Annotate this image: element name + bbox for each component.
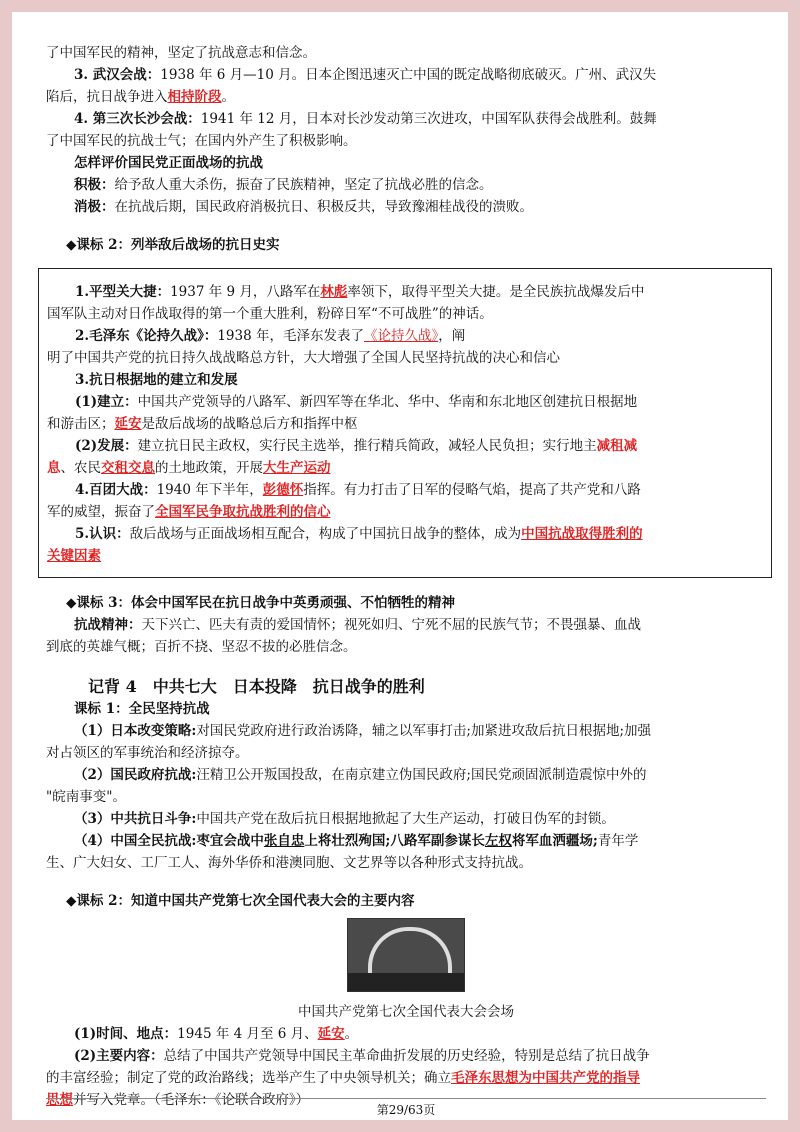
hundred-regiments (47, 479, 763, 501)
page-content (46, 42, 766, 1111)
text: 。 (344, 1026, 359, 1042)
wuhan-battle-cont (46, 86, 766, 108)
rear-battlefield-box (38, 268, 772, 578)
develop (47, 435, 763, 457)
text: 建立抗日民主政权，实行民主选举，推行精兵简政，减轻人民负担；实行地主 (137, 438, 597, 454)
item-4-label: （4）中国全民抗战: (74, 833, 197, 849)
main-label: (2)主要内容： (74, 1048, 164, 1064)
zuo-quan: 左权 (484, 833, 512, 849)
eval-title (46, 152, 766, 174)
spirit-cont: 到底的英雄气概；百折不挠、坚忍不拔的必胜信念。 (46, 639, 357, 655)
pingxingguan-cont: 国军队主动对日作战取得的第一个重大胜利，粉碎日军“不可战胜”的神话。 (47, 306, 493, 322)
stage-shape (348, 973, 464, 991)
standard-3-heading: ◆课标 3：体会中国军民在抗日战争中英勇顽强、不怕牺牲的精神 (66, 595, 455, 611)
main-content (46, 1045, 766, 1067)
key-factor: 中国抗战取得胜利的 (521, 526, 643, 542)
on-protracted-war: 《论持久战》 (364, 328, 439, 344)
text-line: 了中国军民的精神，坚定了抗战意志和信念。 (46, 45, 316, 61)
standard-1-heading: 课标 1：全民坚持抗战 (74, 701, 210, 717)
develop-cont (47, 457, 763, 479)
punct: 。 (221, 89, 235, 105)
hundred-regiments-cont (47, 501, 763, 523)
key-factor-end: 关键因素 (47, 548, 101, 564)
changsha-cont: 了中国军民的抗战士气；在国内外产生了积极影响。 (46, 133, 357, 149)
text: 的丰富经验；制定了党的政治路线；选举产生了中央领导机关；确立 (46, 1070, 451, 1086)
mao-thought: 毛泽东思想为中国共产党的指导 (451, 1070, 640, 1086)
positive-eval (46, 174, 766, 196)
establish-cont (47, 413, 763, 435)
rent-reduction-end: 息 (47, 460, 61, 476)
protracted-war-title: 2.毛泽东《论持久战》： (75, 328, 218, 344)
rent-reduction: 减租减 (596, 438, 638, 454)
spirit-label: 抗战精神： (74, 617, 142, 633)
establish (47, 391, 763, 413)
section-heading: 记背 4 中共七大 日本投降 抗日战争的胜利 (88, 677, 425, 696)
text: 青年学 (597, 833, 639, 849)
standard-2-heading: ◆课标 2：列举敌后战场的抗日史实 (66, 237, 280, 253)
text: 上将壮烈殉国;八路军副参谋长 (304, 833, 485, 849)
base-areas-title (47, 369, 763, 391)
text: 1945 年 4 月至 6 月、 (177, 1026, 318, 1042)
pingxingguan (47, 281, 763, 303)
text: 和游击区； (47, 416, 115, 432)
positive-label: 积极： (74, 177, 115, 193)
text: 天下兴亡、匹夫有责的爱国情怀；视死如归、宁死不屈的民族气节；不畏强暴、血战 (141, 617, 641, 633)
develop-label: (2)发展： (75, 438, 138, 454)
congress-hall-photo (347, 918, 465, 992)
stalemate-stage: 相持阶段 (167, 89, 222, 105)
item-2-cont: "皖南事变"。 (46, 789, 126, 805)
item-2-label: （2）国民政府抗战: (74, 767, 197, 783)
eval-title-text: 怎样评价国民党正面战场的抗战 (74, 155, 263, 171)
negative-label: 消极： (74, 199, 115, 215)
time-label: (1)时间、地点： (74, 1026, 178, 1042)
text: 中国共产党在敌后抗日根据地掀起了大生产运动，打破日伪军的封锁。 (196, 811, 615, 827)
production-movement: 大生产运动 (263, 460, 331, 476)
item-4 (46, 830, 766, 852)
item-3 (46, 808, 766, 830)
main-content-cont (46, 1067, 766, 1089)
text: 1940 年下半年， (156, 482, 263, 498)
text: 汪精卫公开叛国投敌，在南京建立伪国民政府;国民党顽固派制造震惊中外的 (196, 767, 647, 783)
recognition-title: 5.认识： (75, 526, 130, 542)
text: 中国共产党领导的八路军、新四军等在华北、华中、华南和东北地区创建抗日根据地 (137, 394, 638, 410)
text: 是敌后战场的战略总后方和指挥中枢 (141, 416, 358, 432)
item-1-label: （1）日本改变策略: (74, 723, 197, 739)
yanan-2: 延安 (317, 1026, 345, 1042)
mao-thought-end: 思想 (46, 1092, 73, 1108)
congress-photo-wrap (46, 918, 766, 999)
peng-dehuai: 彭德怀 (262, 482, 304, 498)
text: 敌后战场与正面战场相互配合，构成了中国抗日战争的整体，成为 (129, 526, 522, 542)
text: 指挥。有力打击了日军的侵略气焰，提高了共产党和八路 (303, 482, 641, 498)
changsha-battle (46, 108, 766, 130)
item-2 (46, 764, 766, 786)
establish-label: (1)建立： (75, 394, 138, 410)
item-1-cont: 对占领区的军事统治和经济掠夺。 (46, 745, 249, 761)
text: 将军血洒疆场; (511, 833, 598, 849)
text: 、农民 (60, 460, 101, 476)
protracted-war (47, 325, 763, 347)
changsha-title: 4. 第三次长沙会战： (74, 111, 201, 127)
negative-text: 在抗战后期，国民政府消极抗日、积极反共，导致豫湘桂战役的溃败。 (114, 199, 533, 215)
changsha-text: 1941 年 12 月，日本对长沙发动第三次进攻，中国军队获得会战胜利。鼓舞 (200, 111, 657, 127)
hundred-regiments-title: 4.百团大战： (75, 482, 157, 498)
protracted-war-cont: 明了中国共产党的抗日持久战战略总方针，大大增强了全国人民坚持抗战的决心和信心 (47, 350, 560, 366)
confidence: 全国军民争取抗战胜利的信心 (155, 504, 331, 520)
yanan: 延安 (114, 416, 142, 432)
document-page (12, 12, 788, 1120)
text: 对国民党政府进行政治诱降，辅之以军事打击;加紧进攻敌后抗日根据地;加强 (196, 723, 651, 739)
positive-text: 给予敌人重大杀伤，振奋了民族精神，坚定了抗战必胜的信念。 (114, 177, 493, 193)
spirit (46, 614, 766, 636)
wuhan-text2: 陷后，抗日战争进入 (46, 89, 168, 105)
photo-caption: 中国共产党第七次全国代表大会会场 (298, 1004, 514, 1020)
recognition (47, 523, 763, 545)
text: 总结了中国共产党领导中国民主革命曲折发展的历史经验，特别是总结了抗日战争 (163, 1048, 650, 1064)
text: 1937 年 9 月，八路军在 (170, 284, 321, 300)
zhang-zizhong: 张自忠 (263, 833, 305, 849)
page-footer: 第29/63页 (46, 1098, 766, 1118)
base-areas-title-text: 3.抗日根据地的建立和发展 (75, 372, 238, 388)
pingxingguan-title: 1.平型关大捷： (75, 284, 171, 300)
text: 的土地政策，开展 (155, 460, 263, 476)
text: 并写入党章。（毛泽东：《论联合政府》） (73, 1092, 310, 1108)
text: 枣宜会战中 (196, 833, 264, 849)
text: 军的威望，振奋了 (47, 504, 155, 520)
standard-2b-heading: ◆课标 2：知道中国共产党第七次全国代表大会的主要内容 (66, 893, 415, 909)
recognition-cont (47, 545, 763, 567)
pay-rent: 交租交息 (101, 460, 155, 476)
wuhan-text: 1938 年 6 月—10 月。日本企图迅速灭亡中国的既定战略彻底破灭。广州、武汉失 (160, 67, 657, 83)
item-4-cont: 生、广大妇女、工厂工人、海外华侨和港澳同胞、文艺界等以各种形式支持抗战。 (46, 855, 532, 871)
text: 1938 年，毛泽东发表了 (217, 328, 364, 344)
negative-eval (46, 196, 766, 218)
wuhan-battle (46, 64, 766, 86)
wuhan-title: 3. 武汉会战： (74, 67, 161, 83)
item-1 (46, 720, 766, 742)
text: ，阐 (438, 328, 466, 344)
lin-biao: 林彪 (320, 284, 348, 300)
arch-shape (368, 927, 452, 979)
text: 率领下，取得平型关大捷。是全民族抗战爆发后中 (347, 284, 645, 300)
time-place (46, 1023, 766, 1045)
item-3-label: （3）中共抗日斗争: (74, 811, 197, 827)
